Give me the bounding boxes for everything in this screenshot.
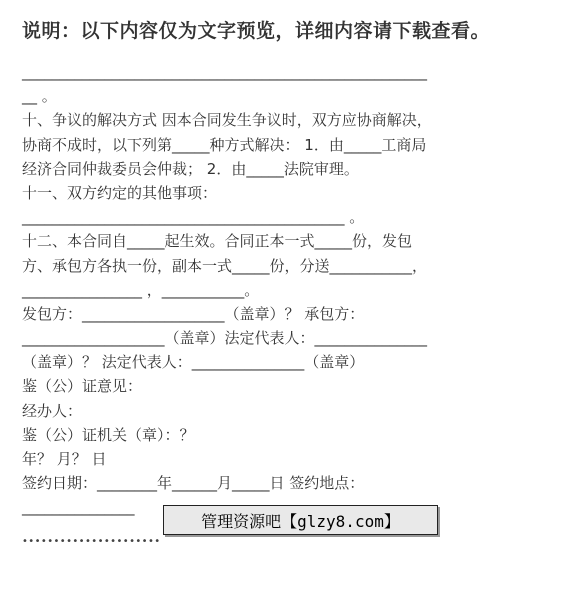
notary-authority: 鉴（公）证机关（章）：？	[22, 425, 195, 444]
signature-contractor: ___________________（盖章）法定代表人：_______________	[22, 329, 428, 348]
clause-12-recipients: ________________ ，___________。	[22, 280, 260, 299]
blank-underline-end: __ 。	[22, 87, 57, 106]
signature-employer: 发包方：___________________（盖章）？ 承包方：	[22, 304, 365, 323]
truncation-dots: ••••••••••••••••••••••	[22, 536, 161, 547]
clause-10-option-2: 经济合同仲裁委员会仲裁； 2．由_____法院审理。	[22, 159, 359, 178]
notary-handler: 经办人：	[22, 401, 83, 420]
clause-10-dispute-resolution: 十、争议的解决方式 因本合同发生争议时，双方应协商解决，	[22, 111, 432, 130]
signature-legal-rep: （盖章）？ 法定代表人：_______________（盖章）	[22, 353, 365, 372]
contract-body	[22, 60, 557, 520]
blank-underline-line: ______________________________________________________	[22, 63, 427, 81]
notary-opinion: 鉴（公）证意见：	[22, 377, 143, 396]
preview-notice: 说明：以下内容仅为文字预览，详细内容请下载查看。	[22, 20, 491, 42]
clause-11-blank: ___________________________________________ 。	[22, 208, 365, 227]
signing-place-blank: _______________	[22, 498, 135, 517]
clause-10-option-1: 协商不成时，以下列第_____种方式解决： 1．由_____工商局	[22, 135, 427, 154]
clause-12-effective: 十二、本合同自_____起生效。合同正本一式_____份，发包	[22, 232, 413, 251]
clause-11-other-matters: 十一、双方约定的其他事项：	[22, 183, 218, 202]
clause-12-copies: 方、承包方各执一份，副本一式_____份，分送___________，	[22, 256, 428, 275]
site-watermark: 管理资源吧【glzy8.com】	[163, 505, 438, 535]
notary-date: 年？ 月？ 日	[22, 450, 107, 468]
signing-date-place: 签约日期：________年______月_____日 签约地点：	[22, 474, 365, 493]
